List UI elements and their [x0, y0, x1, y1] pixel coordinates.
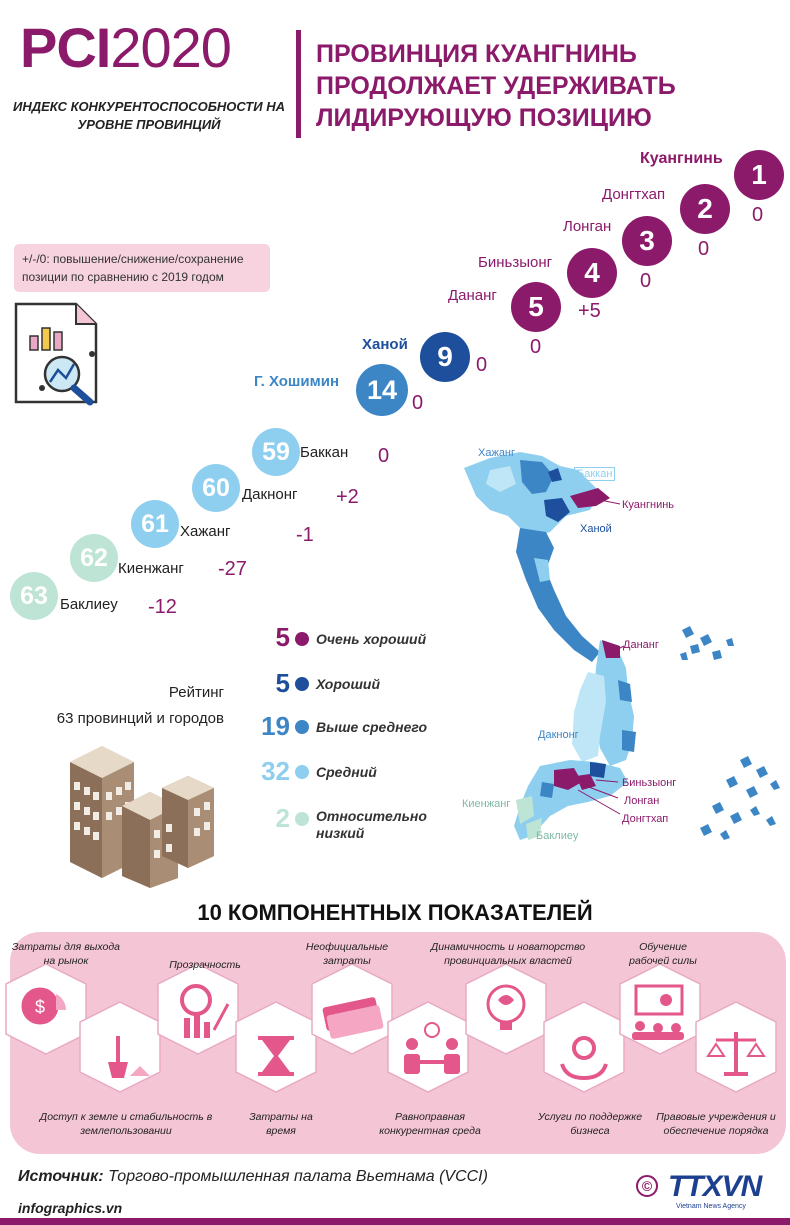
rank-change-dongthap: 0 [698, 238, 710, 260]
ttxvn-logo: TTXVN [668, 1170, 762, 1203]
category-dot-relatively-low [295, 812, 309, 826]
rank-change-backan: 0 [378, 445, 390, 467]
indicator-label-dynamism: Динамичность и новаторство провинциальных властей [430, 941, 586, 967]
indicator-label-legal-institutions: Правовые учреждения и обеспечение порядка [656, 1111, 776, 1137]
headline: ПРОВИНЦИЯ КУАНГНИНЬ ПРОДОЛЖАЕТ УДЕРЖИВАТЬ ЛИДИРУЮЩУЮ ПОЗИЦИЮ [316, 40, 676, 132]
rank-circle-backan: 59 [252, 428, 300, 476]
category-dot-good [295, 677, 309, 691]
rating-line-1: Рейтинг [168, 684, 224, 701]
rank-change-hochiminh: 0 [412, 392, 424, 414]
category-dot-average [295, 765, 309, 779]
rank-change-binhduong: +5 [578, 300, 601, 322]
indicator-label-workforce-training: Обучение рабочей силы [629, 941, 697, 967]
rank-change-daknong: +2 [336, 486, 359, 508]
bottom-bar [0, 1218, 790, 1225]
map-label-quangninh: Куангнинь [622, 499, 675, 511]
rank-circle-danang: 5 [511, 282, 561, 332]
category-count-very-good: 5 [275, 622, 290, 652]
rank-circle-binhduong: 4 [567, 248, 617, 298]
rank-circle-hanoi: 9 [420, 332, 470, 382]
site-link[interactable]: infographics.vn [18, 1200, 123, 1216]
map-label-binhduong: Биньзыонг [622, 777, 677, 789]
map-label-danang: Дананг [623, 639, 659, 651]
rank-name-binhduong: Биньзыонг [478, 254, 553, 271]
category-count-above-average: 19 [261, 711, 290, 741]
indicator-hexagons [0, 960, 790, 1100]
svg-text:$: $ [34, 997, 46, 1017]
rank-change-hagiang: -1 [296, 524, 314, 546]
header-divider [296, 30, 301, 138]
rank-name-longan: Лонган [563, 218, 612, 235]
rank-change-longan: 0 [640, 270, 652, 292]
rank-change-baclieu: -12 [148, 596, 177, 618]
rank-change-danang: 0 [530, 336, 542, 358]
pci-logo: PCI2020 [20, 16, 231, 79]
category-label-above-average: Выше среднего [316, 719, 428, 735]
rank-name-hanoi: Ханой [362, 336, 408, 353]
ttxvn-subtitle: Vietnam News Agency [676, 1203, 746, 1210]
map-label-dongthap: Донгтхап [622, 813, 669, 825]
indicator-label-transparency: Прозрачность [169, 959, 241, 971]
rank-circle-quangninh: 1 [734, 150, 784, 200]
source-line: Источник: Торгово-промышленная палата Вьетнама (VCCI) [18, 1168, 488, 1185]
rank-name-backan: Баккан [300, 444, 349, 461]
rank-name-kiengiang: Киенжанг [118, 560, 184, 577]
rank-name-dongthap: Донгтхап [602, 186, 666, 203]
category-label-very-good: Очень хороший [316, 631, 427, 647]
rank-circle-kiengiang: 62 [70, 534, 118, 582]
map-label-daknong: Дакнонг [538, 729, 579, 741]
subtitle: ИНДЕКС КОНКУРЕНТОСПОСОБНОСТИ НА УРОВНЕ ПРОВИНЦИЙ [13, 99, 285, 132]
rank-name-daknong: Дакнонг [242, 486, 298, 503]
indicator-label-informal-costs: Неофициальные затраты [305, 941, 389, 967]
category-dot-above-average [295, 720, 309, 734]
category-label-average: Средний [316, 764, 377, 780]
rank-name-quangninh: Куангнинь [640, 150, 723, 167]
indicator-label-time-costs: Затраты на время [249, 1111, 313, 1137]
rank-circle-longan: 3 [622, 216, 672, 266]
indicators-title: 10 КОМПОНЕНТНЫХ ПОКАЗАТЕЛЕЙ [197, 900, 593, 925]
rating-line-2: 63 провинций и городов [56, 710, 224, 727]
document-chart-icon [14, 302, 104, 410]
copyright-icon: © [636, 1175, 658, 1197]
rank-circle-daknong: 60 [192, 464, 240, 512]
rank-name-hagiang: Хажанг [180, 523, 231, 540]
category-count-good: 5 [275, 668, 290, 698]
rank-name-baclieu: Баклиеу [60, 596, 118, 613]
category-count-relatively-low: 2 [275, 803, 290, 833]
rank-circle-hochiminh: 14 [356, 364, 408, 416]
map-label-backan: Баккан [574, 467, 615, 481]
rank-name-danang: Дананг [448, 287, 497, 304]
rating-caption [20, 680, 224, 732]
vietnam-map [450, 440, 790, 860]
indicator-label-equal-competition: Равноправная конкурентная среда [379, 1111, 481, 1137]
rank-name-hochiminh: Г. Хошимин [254, 373, 340, 390]
map-label-hagiang: Хажанг [478, 447, 516, 459]
rank-change-kiengiang: -27 [218, 558, 247, 580]
category-label-good: Хороший [316, 676, 381, 692]
category-dot-very-good [295, 632, 309, 646]
rank-circle-hagiang: 61 [131, 500, 179, 548]
rank-change-hanoi: 0 [476, 354, 488, 376]
category-label-relatively-low: Относительно низкий [316, 808, 427, 841]
map-label-kiengiang: Киенжанг [462, 798, 511, 810]
rank-circle-baclieu: 63 [10, 572, 58, 620]
indicator-label-land-access: Доступ к земле и стабильность в землепользовании [39, 1111, 213, 1137]
category-count-average: 32 [261, 756, 290, 786]
map-label-hanoi: Ханой [580, 523, 612, 535]
map-label-baclieu: Баклиеу [536, 830, 579, 842]
rank-circle-dongthap: 2 [680, 184, 730, 234]
change-legend-note: +/-/0: повышение/снижение/сохранение позиции по сравнению с 2019 годом [14, 244, 270, 292]
indicator-label-business-support: Услуги по поддержке бизнеса [537, 1111, 643, 1137]
buildings-icon [62, 738, 222, 888]
rank-change-quangninh: 0 [752, 204, 764, 226]
map-label-longan: Лонган [624, 795, 660, 807]
indicator-label-market-entry: Затраты для выхода на рынок [11, 941, 121, 967]
